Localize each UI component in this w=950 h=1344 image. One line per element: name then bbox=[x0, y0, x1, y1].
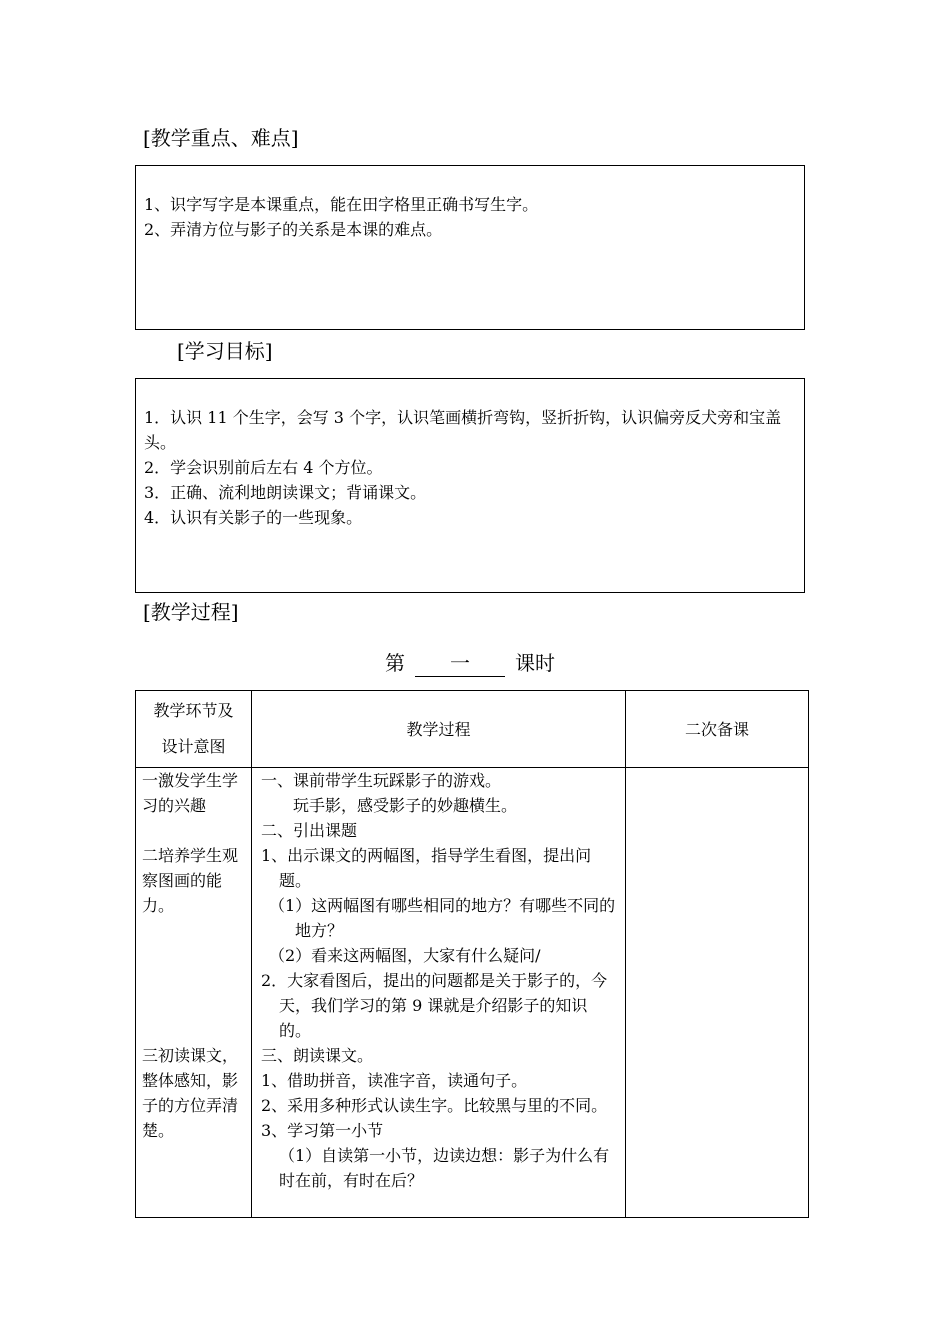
header-second-prep: 二次备课 bbox=[626, 691, 809, 768]
goals-box bbox=[135, 378, 805, 593]
stage-item-3: 三初读课文，整体感知，影子的方位弄清楚。 bbox=[142, 1046, 239, 1140]
process-line: 1、出示课文的两幅图，指导学生看图，提出问题。 bbox=[261, 846, 592, 890]
focus-item-1: 1、识字写字是本课重点，能在田字格里正确书写生字。 bbox=[144, 195, 539, 214]
focus-section-title: [教学重点、难点] bbox=[143, 126, 299, 150]
stage-column bbox=[136, 768, 252, 1218]
process-section-title: [教学过程] bbox=[143, 600, 239, 624]
process-line: （1）自读第一小节，边读边想：影子为什么有时在前，有时在后？ bbox=[279, 1146, 610, 1190]
period-number: 一 bbox=[415, 650, 505, 677]
process-line: 三、朗读课文。 bbox=[261, 1046, 374, 1065]
header-stage-line2: 设计意图 bbox=[161, 737, 226, 756]
table-body-row bbox=[136, 768, 809, 1218]
lesson-plan-table bbox=[135, 690, 809, 1218]
goal-item-4: 4．认识有关影子的一些现象。 bbox=[144, 508, 363, 527]
process-column bbox=[252, 768, 626, 1218]
goals-section-title: [学习目标] bbox=[177, 339, 273, 363]
goal-item-2: 2．学会识别前后左右 4 个方位。 bbox=[144, 458, 383, 477]
lesson-period-line bbox=[385, 650, 555, 677]
process-line: （2）看来这两幅图，大家有什么疑问/ bbox=[269, 946, 541, 965]
process-line: 2．大家看图后，提出的问题都是关于影子的，今天，我们学习的第 9 课就是介绍影子的知识的。 bbox=[261, 971, 608, 1040]
process-line: 3、学习第一小节 bbox=[261, 1121, 384, 1140]
process-line: 玩手影，感受影子的妙趣横生。 bbox=[293, 796, 518, 815]
table-header-row bbox=[136, 691, 809, 768]
process-line: 1、借助拼音，读准字音，读通句子。 bbox=[261, 1071, 528, 1090]
process-line: 二、引出课题 bbox=[261, 821, 358, 840]
process-line: 一、课前带学生玩踩影子的游戏。 bbox=[261, 771, 502, 790]
period-suffix: 课时 bbox=[515, 651, 555, 675]
period-prefix: 第 bbox=[385, 651, 405, 675]
header-stage-design bbox=[136, 691, 252, 768]
process-line: （1）这两幅图有哪些相同的地方？有哪些不同的地方？ bbox=[269, 896, 616, 940]
stage-item-2: 二培养学生观察图画的能力。 bbox=[142, 846, 239, 915]
second-prep-column bbox=[626, 768, 809, 1218]
header-process: 教学过程 bbox=[252, 691, 626, 768]
goal-item-1: 1．认识 11 个生字，会写 3 个字，认识笔画横折弯钩，竖折折钩，认识偏旁反犬旁和宝盖头。 bbox=[144, 408, 782, 452]
goal-item-3: 3．正确、流利地朗读课文；背诵课文。 bbox=[144, 483, 427, 502]
focus-item-2: 2、弄清方位与影子的关系是本课的难点。 bbox=[144, 220, 443, 239]
header-stage-line1: 教学环节及 bbox=[153, 701, 234, 720]
stage-item-1: 一激发学生学习的兴趣 bbox=[142, 771, 239, 815]
process-line: 2、采用多种形式认读生字。比较黑与里的不同。 bbox=[261, 1096, 608, 1115]
focus-box bbox=[135, 165, 805, 330]
